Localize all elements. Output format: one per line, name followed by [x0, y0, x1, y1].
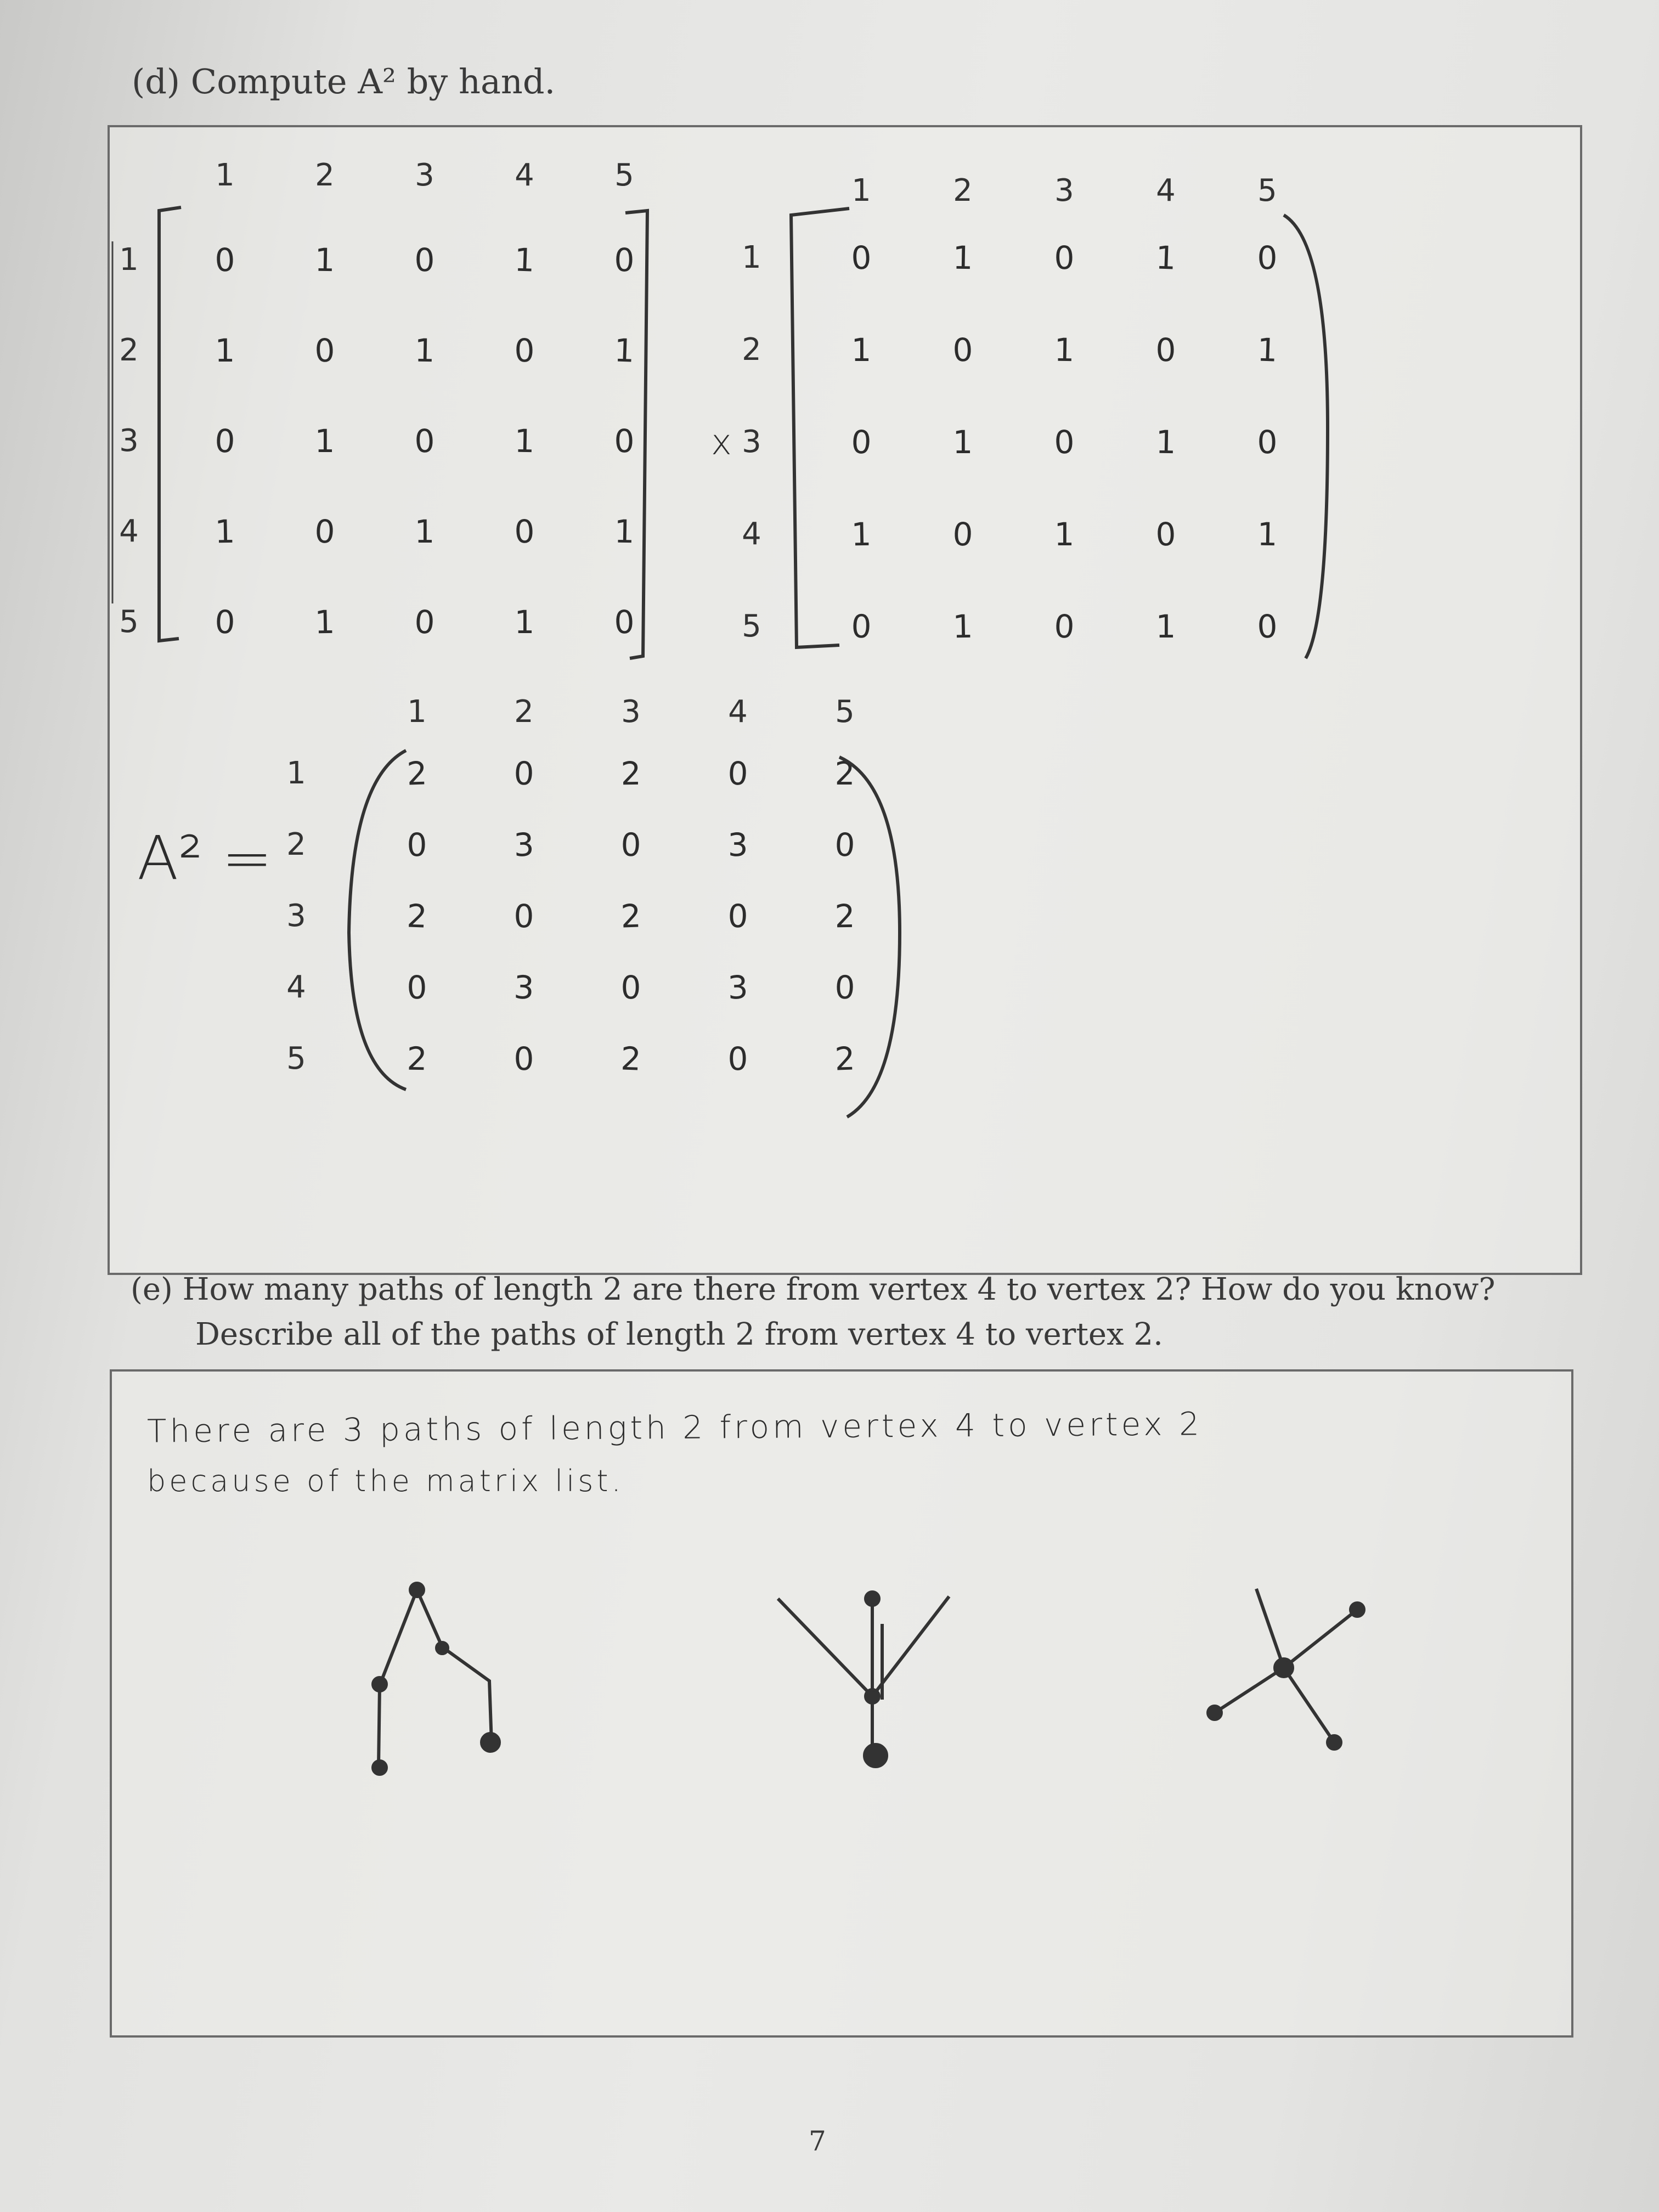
matrix_a2-cell: 2 — [620, 754, 642, 793]
matrix_a-cell: 1 — [613, 512, 635, 551]
matrix_a2-cell: 0 — [620, 826, 642, 864]
matrix_a-cell: 1 — [214, 512, 236, 551]
matrix-a2-right-paren — [839, 757, 900, 1117]
matrix_a2-cell: 2 — [406, 754, 428, 793]
matrix_a-cell: 1 — [215, 332, 235, 369]
matrix_a2-row-header: 5 — [286, 1041, 306, 1076]
part-d-prompt: (d) Compute A² by hand. — [132, 61, 556, 101]
matrix_a-cell: 0 — [214, 603, 236, 641]
matrix_b-cell: 0 — [1053, 607, 1075, 646]
matrix_a-cell: 1 — [314, 603, 336, 641]
matrix_b-cell: 1 — [1155, 239, 1177, 277]
matrix_a2-cell: 3 — [727, 968, 749, 1007]
matrix_a-cell: 1 — [314, 422, 335, 460]
matrix_a2-cell: 0 — [620, 969, 641, 1006]
matrix_b-cell: 0 — [1155, 515, 1177, 554]
matrix_b-col-header: 2 — [953, 173, 973, 208]
matrix_a2-cell: 2 — [406, 1040, 428, 1078]
matrix_b-col-header: 4 — [1156, 173, 1176, 208]
matrix_a-cell: 1 — [613, 331, 635, 370]
matrix_a2-cell: 0 — [514, 898, 534, 935]
matrix_b-col-header: 5 — [1257, 173, 1277, 208]
matrix_b-row-header: 5 — [742, 608, 761, 644]
answer-line-2: because of the matrix list. — [147, 1464, 624, 1498]
matrix_a-cell: 0 — [214, 422, 236, 460]
matrix_a-cell: 0 — [214, 241, 236, 279]
matrix_a2-row-header: 1 — [286, 755, 306, 791]
matrix_a-cell: 1 — [414, 513, 435, 550]
part-e-prompt-line2: Describe all of the paths of length 2 from vertex 4 to vertex 2. — [195, 1317, 1163, 1352]
matrix_b-cell: 0 — [1257, 239, 1278, 276]
matrix_b-cell: 0 — [952, 515, 974, 554]
matrix_a2-cell: 2 — [834, 897, 856, 935]
matrix_a-cell: 0 — [314, 331, 336, 370]
part-e-prompt-line1: (e) How many paths of length 2 are there from vertex 4 to vertex 2? How do you know? — [131, 1272, 1496, 1307]
matrix_b-cell: 1 — [851, 331, 872, 369]
matrix_a-cell: 0 — [314, 512, 336, 551]
matrix_a2-col-header: 4 — [728, 694, 748, 730]
matrix_b-cell: 1 — [1155, 608, 1176, 645]
matrix_a-cell: 1 — [414, 331, 436, 370]
matrix_a2-row-header: 4 — [286, 969, 306, 1005]
matrix_b-cell: 0 — [1256, 423, 1278, 461]
matrix_a-col-header: 1 — [215, 157, 235, 193]
matrix_a2-cell: 3 — [513, 968, 535, 1007]
matrix_a-cell: 1 — [314, 241, 336, 279]
matrix_b-cell: 1 — [952, 424, 973, 461]
matrix_b-cell: 1 — [850, 515, 872, 554]
matrix_b-cell: 0 — [1053, 239, 1075, 277]
matrix_a2-cell: 0 — [834, 826, 856, 864]
matrix_a2-cell: 2 — [406, 897, 428, 935]
matrix_b-cell: 0 — [1256, 607, 1278, 646]
matrix_a-cell: 0 — [613, 603, 635, 641]
matrix-a-right-bracket — [625, 211, 647, 658]
matrix_a-col-header: 3 — [415, 157, 435, 193]
matrix_b-cell: 0 — [850, 607, 872, 646]
matrix_a2-cell: 0 — [406, 968, 428, 1007]
matrix_a-cell: 0 — [414, 422, 436, 460]
matrix_a-col-header: 2 — [315, 157, 335, 193]
matrix_a2-cell: 0 — [513, 1040, 535, 1078]
matrix_b-col-header: 1 — [851, 173, 871, 208]
matrix_a-row-header: 3 — [119, 423, 139, 459]
matrix_b-row-header: 1 — [742, 240, 761, 275]
matrix_a-cell: 0 — [614, 241, 635, 279]
matrix_a-row-header: 4 — [119, 514, 139, 549]
matrix_a2-col-header: 3 — [621, 694, 641, 730]
matrix_b-cell: 0 — [952, 331, 974, 369]
matrix_b-row-header: 3 — [742, 424, 761, 460]
matrix-b-right-bracket — [1284, 215, 1328, 658]
matrix_a2-cell: 0 — [834, 968, 856, 1007]
a-squared-label: A² = — [137, 823, 273, 893]
matrix_a2-cell: 0 — [727, 1040, 748, 1077]
matrix_a-cell: 0 — [414, 603, 436, 641]
matrix_a2-cell: 3 — [727, 826, 749, 864]
matrix_b-cell: 1 — [1256, 331, 1278, 369]
matrix_a2-cell: 2 — [620, 1040, 642, 1078]
matrix_a2-row-header: 2 — [286, 827, 306, 862]
matrix-a2-left-paren — [349, 751, 406, 1090]
matrix_a2-cell: 0 — [513, 754, 535, 793]
matrix_a2-cell: 0 — [727, 754, 749, 793]
matrix_a-row-header: 2 — [119, 332, 139, 368]
matrix_a-col-header: 5 — [614, 157, 634, 193]
matrix_a-cell: 0 — [514, 512, 535, 551]
matrix_a-cell: 1 — [514, 603, 535, 641]
matrix_a2-cell: 0 — [407, 826, 427, 864]
matrix_b-cell: 0 — [850, 423, 872, 461]
matrix_b-cell: 1 — [1256, 515, 1278, 554]
times-sign: x — [711, 422, 732, 463]
matrix_a-cell: 1 — [514, 422, 535, 460]
matrix_a2-cell: 0 — [727, 897, 749, 935]
matrix_a2-col-header: 1 — [407, 694, 427, 730]
page-number: 7 — [809, 2125, 826, 2157]
matrix_b-row-header: 2 — [742, 332, 761, 368]
matrix_a2-cell: 2 — [834, 755, 855, 792]
matrix_b-cell: 1 — [952, 607, 974, 646]
matrix_a-cell: 0 — [613, 422, 635, 460]
matrix_a2-cell: 2 — [834, 1040, 856, 1078]
matrix_b-cell: 1 — [1053, 331, 1075, 369]
matrix_b-cell: 0 — [1155, 331, 1177, 369]
matrix_a-row-header: 1 — [119, 242, 139, 278]
matrix_a2-col-header: 2 — [514, 694, 534, 730]
matrix_a-cell: 0 — [414, 241, 436, 279]
matrix_b-row-header: 4 — [742, 516, 761, 552]
answer-line-1: There are 3 paths of length 2 from vertex 4 to vertex 2 — [146, 1405, 1203, 1450]
matrix_b-col-header: 3 — [1054, 173, 1074, 208]
matrix-a-left-bracket — [159, 207, 181, 641]
matrix-b-left-bracket — [791, 208, 849, 647]
matrix_b-cell: 0 — [850, 239, 872, 277]
matrix_a-cell: 1 — [514, 241, 535, 279]
matrix_b-cell: 1 — [1054, 516, 1075, 553]
matrix_a2-cell: 2 — [620, 897, 642, 935]
matrix_b-cell: 1 — [1155, 423, 1177, 461]
matrix_a2-col-header: 5 — [835, 694, 855, 730]
matrix_a-col-header: 4 — [515, 157, 534, 193]
matrix_a2-cell: 3 — [513, 826, 535, 864]
matrix_b-cell: 1 — [952, 239, 974, 277]
matrix_a2-row-header: 3 — [286, 898, 306, 934]
matrix_a-cell: 0 — [514, 331, 535, 370]
matrix_b-cell: 0 — [1053, 423, 1075, 461]
matrix_a-row-header: 5 — [119, 604, 139, 640]
